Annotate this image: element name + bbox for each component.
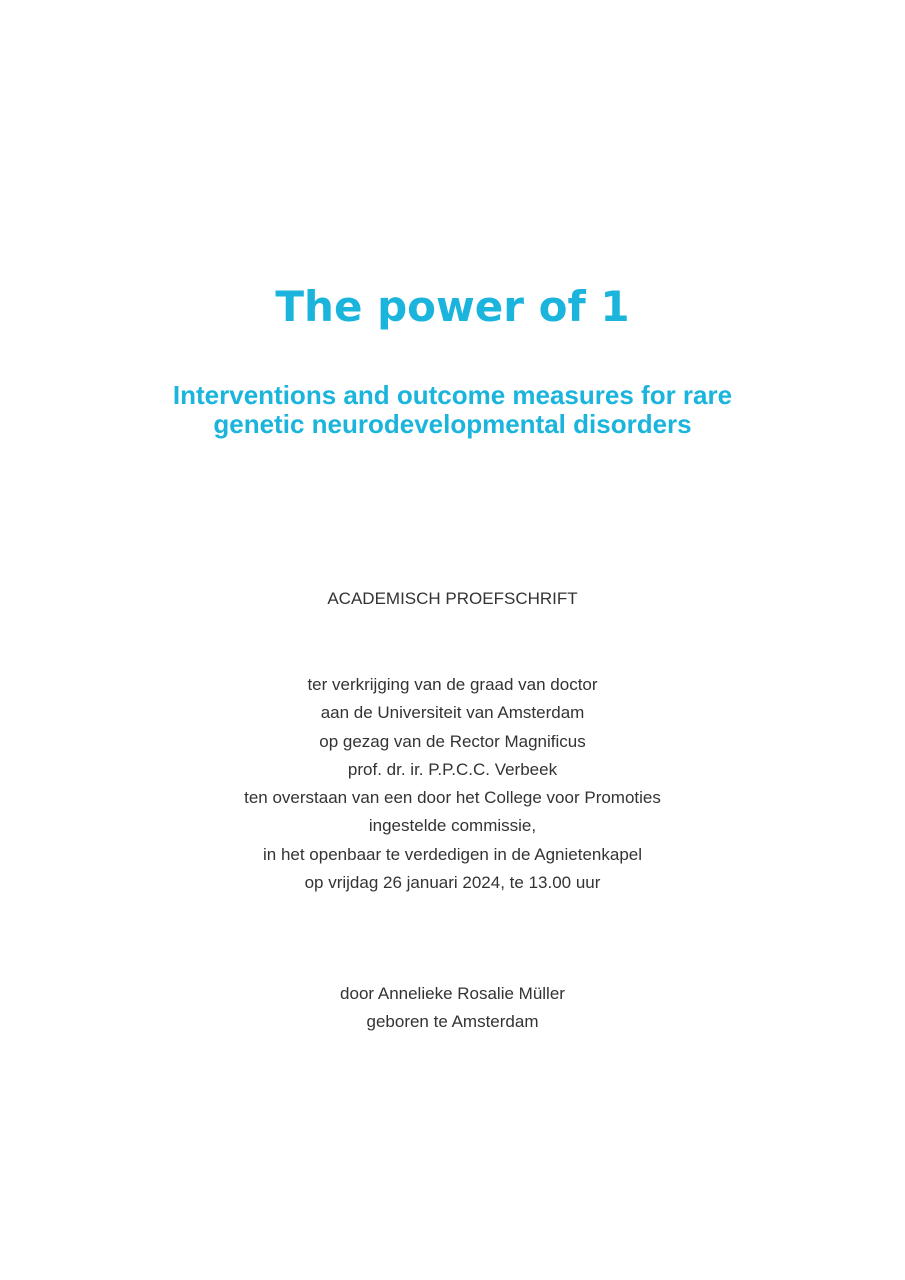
statement-line: ter verkrijging van de graad van doctor [307, 675, 598, 694]
author-block [0, 980, 905, 1037]
defense-statement [0, 671, 905, 897]
subtitle-line-1: Interventions and outcome measures for rare [172, 380, 733, 410]
statement-line: prof. dr. ir. P.P.C.C. Verbeek [347, 759, 558, 779]
document-type: ACADEMISCH PROEFSCHRIFT [327, 589, 578, 608]
thesis-subtitle [0, 381, 905, 439]
statement-line: op gezag van de Rector Magnificus [319, 731, 586, 751]
author-birthplace: geboren te Amsterdam [366, 1012, 539, 1032]
statement-line: ingestelde commissie, [368, 816, 537, 836]
statement-line: op vrijdag 26 januari 2024, te 13.00 uur [304, 873, 601, 893]
statement-line: aan de Universiteit van Amsterdam [320, 703, 585, 723]
subtitle-line-2: genetic neurodevelopmental disorders [213, 409, 692, 439]
statement-line: ten overstaan van een door het College voor Promoties [244, 788, 661, 808]
thesis-title: The power of 1 [275, 282, 630, 331]
author-name: door Annelieke Rosalie Müller [340, 984, 565, 1003]
statement-line: in het openbaar te verdedigen in de Agnietenkapel [262, 844, 643, 864]
